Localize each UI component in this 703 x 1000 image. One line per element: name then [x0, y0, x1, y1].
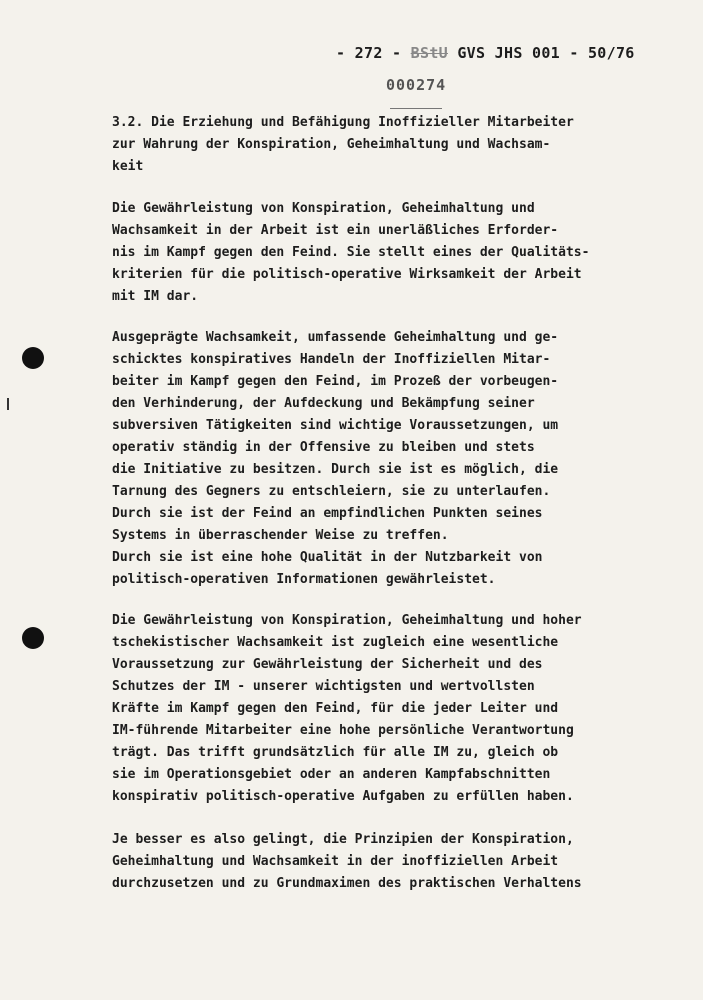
title-line: 3.2. Die Erziehung und Befähigung Inoffizieller Mitarbeiter — [112, 115, 574, 130]
title-line: zur Wahrung der Konspiration, Geheimhaltung und Wachsam- — [112, 137, 551, 152]
text-line: sie im Operationsgebiet oder an anderen Kampfabschnitten — [112, 767, 551, 782]
text-line: Voraussetzung zur Gewährleistung der Sicherheit und des — [112, 657, 543, 672]
stamp-number: 000274 — [386, 76, 447, 94]
text-line: kriterien für die politisch-operative Wirksamkeit der Arbeit — [112, 267, 582, 282]
punch-hole-icon — [22, 347, 44, 369]
paragraph-1 — [112, 198, 650, 308]
text-line: Ausgeprägte Wachsamkeit, umfassende Geheimhaltung und ge- — [112, 330, 559, 345]
text-line: Systems in überraschender Weise zu treffen. — [112, 528, 449, 543]
text-line: Wachsamkeit in der Arbeit ist ein unerläßliches Erforder- — [112, 223, 559, 238]
text-line: Schutzes der IM - unserer wichtigsten und wertvollsten — [112, 679, 535, 694]
text-line: Je besser es also gelingt, die Prinzipien der Konspiration, — [112, 832, 574, 847]
file-reference: GVS JHS 001 - 50/76 — [457, 44, 635, 62]
text-line: Die Gewährleistung von Konspiration, Geheimhaltung und hoher — [112, 613, 582, 628]
text-line: politisch-operativen Informationen gewährleistet. — [112, 572, 496, 587]
page-header — [336, 44, 635, 62]
text-line: operativ ständig in der Offensive zu bleiben und stets — [112, 440, 535, 455]
text-line: die Initiative zu besitzen. Durch sie ist es möglich, die — [112, 462, 559, 477]
text-line: mit IM dar. — [112, 289, 199, 304]
text-line: trägt. Das trifft grundsätzlich für alle IM zu, gleich ob — [112, 745, 559, 760]
text-line: den Verhinderung, der Aufdeckung und Bekämpfung seiner — [112, 396, 535, 411]
text-line: Tarnung des Gegners zu entschleiern, sie zu unterlaufen. — [112, 484, 551, 499]
section-title — [112, 112, 650, 178]
text-line: durchzusetzen und zu Grundmaximen des praktischen Verhaltens — [112, 876, 582, 891]
archive-stamp-mark: BStU — [410, 44, 448, 62]
paragraph-3 — [112, 610, 650, 808]
page-number: - 272 - — [336, 44, 402, 62]
text-line: Durch sie ist eine hohe Qualität in der Nutzbarkeit von — [112, 550, 543, 565]
punch-hole-icon — [22, 627, 44, 649]
text-line: beiter im Kampf gegen den Feind, im Prozeß der vorbeugen- — [112, 374, 559, 389]
text-line: konspirativ politisch-operative Aufgaben zu erfüllen haben. — [112, 789, 574, 804]
text-line: subversiven Tätigkeiten sind wichtige Voraussetzungen, um — [112, 418, 559, 433]
paragraph-4 — [112, 829, 650, 895]
text-line: Kräfte im Kampf gegen den Feind, für die jeder Leiter und — [112, 701, 559, 716]
title-line: keit — [112, 159, 144, 174]
text-line: IM-führende Mitarbeiter eine hohe persönliche Verantwortung — [112, 723, 574, 738]
margin-mark — [7, 398, 9, 410]
text-line: Durch sie ist der Feind an empfindlichen Punkten seines — [112, 506, 543, 521]
text-line: Die Gewährleistung von Konspiration, Geheimhaltung und — [112, 201, 535, 216]
text-line: Geheimhaltung und Wachsamkeit in der inoffiziellen Arbeit — [112, 854, 559, 869]
text-line: tschekistischer Wachsamkeit ist zugleich eine wesentliche — [112, 635, 559, 650]
text-line: schicktes konspiratives Handeln der Inoffiziellen Mitar- — [112, 352, 551, 367]
text-line: nis im Kampf gegen den Feind. Sie stellt eines der Qualitäts- — [112, 245, 590, 260]
paragraph-2 — [112, 327, 650, 591]
stamp-underline — [390, 108, 442, 109]
